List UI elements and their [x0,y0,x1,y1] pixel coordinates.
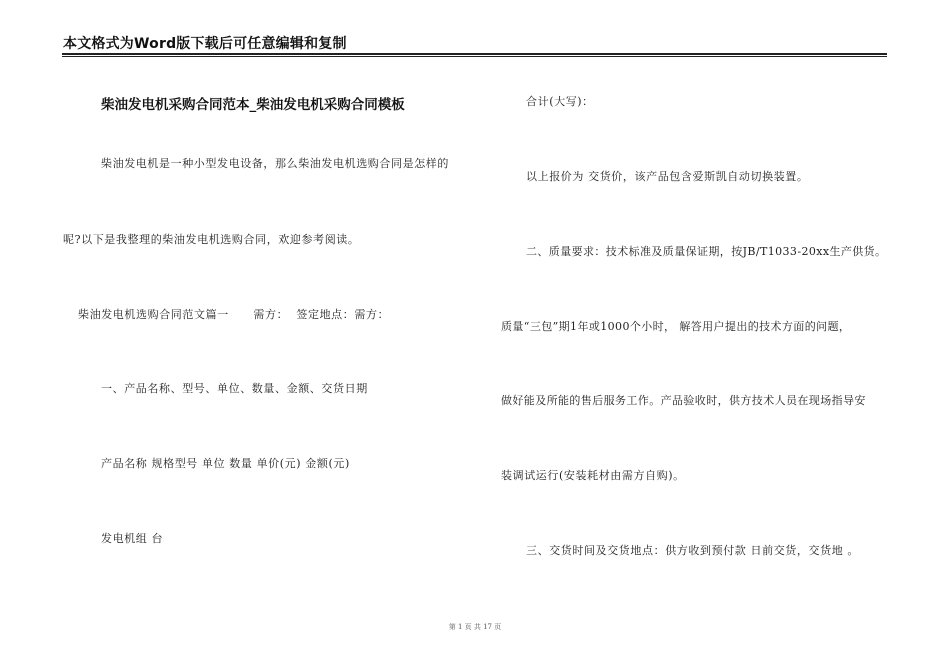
section-heading: 三、交货时间及交货地点：供方收到预付款 日前交货，交货地 。 [526,544,859,557]
right-paragraph-line: 装调试运行(安装耗材由需方自购)。 [501,469,685,482]
section-heading: 一、产品名称、型号、单位、数量、金额、交货日期 [101,382,368,395]
right-paragraph-line: 以上报价为 交货价，该产品包含爱斯凯自动切换装置。 [526,170,809,183]
document-title: 柴油发电机采购合同范本_柴油发电机采购合同模板 [101,97,405,113]
contract-heading-line: 柴油发电机选购合同范文篇一 需方： 签定地点：需方： [78,308,390,321]
header-rule-thick [62,53,887,55]
right-paragraph-line: 质量“三包”期1年或1000个小时， 解答用户提出的技术方面的问题， [501,320,851,333]
page-indicator: 第 1 页 共 17 页 [448,623,502,631]
section-heading: 二、质量要求：技术标准及质量保证期，按JB/T1033-20xx生产供货。 [526,245,887,258]
header-rule-thin [62,56,887,57]
right-paragraph-line: 合计(大写)： [526,95,594,108]
left-paragraph-line: 柴油发电机是一种小型发电设备，那么柴油发电机选购合同是怎样的 [101,157,449,170]
left-paragraph-line: 呢?以下是我整理的柴油发电机选购合同，欢迎参考阅读。 [63,233,360,246]
download-banner: 本文格式为Word版下载后可任意编辑和复制 [63,36,347,52]
product-table-header: 产品名称 规格型号 单位 数量 单价(元) 金额(元) [101,457,350,470]
right-paragraph-line: 做好能及所能的售后服务工作。产品验收时，供方技术人员在现场指导安 [501,394,866,407]
product-table-row: 发电机组 台 [101,532,164,545]
